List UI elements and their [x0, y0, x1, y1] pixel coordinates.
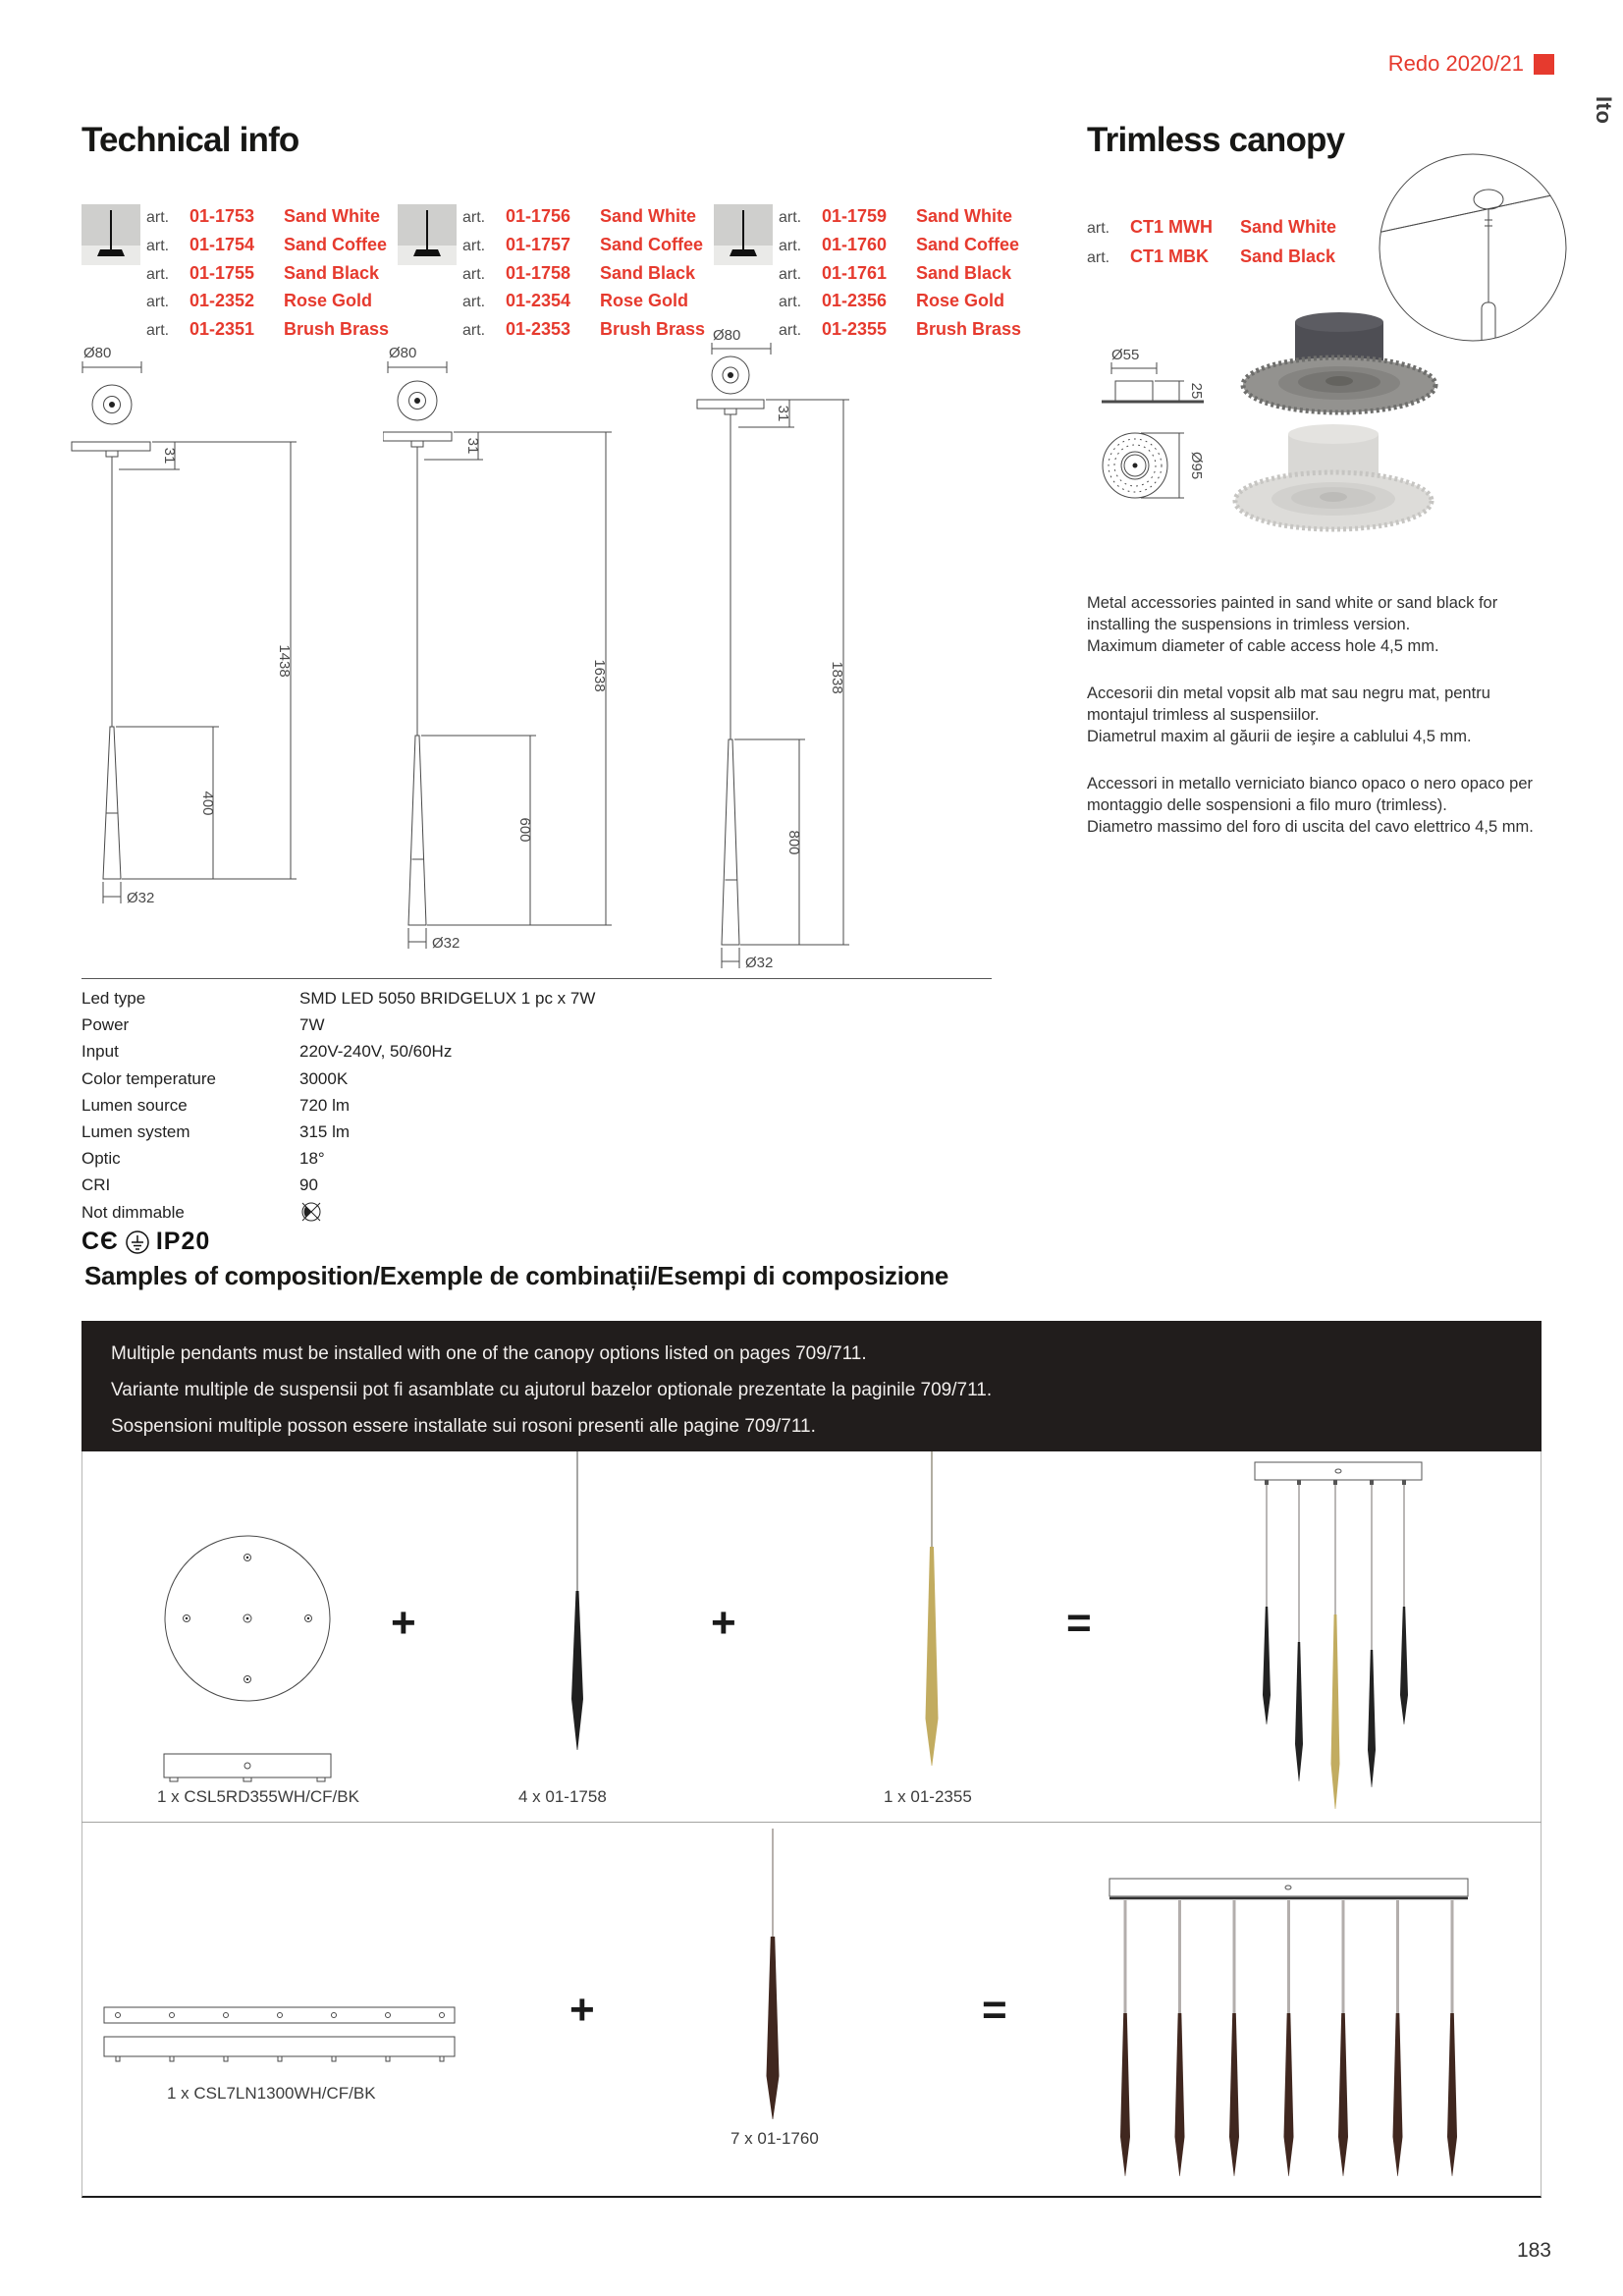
- article-prefix: art.: [146, 294, 170, 311]
- article-prefix: art.: [779, 265, 802, 283]
- article-finish: Sand Coffee: [600, 234, 704, 254]
- svg-text:1638: 1638: [591, 659, 608, 692]
- spec-row: Power 7W: [81, 1015, 325, 1035]
- plus-operator: +: [391, 1599, 416, 1647]
- cluster-result-drawing: [1245, 1457, 1436, 1819]
- article-row: [779, 287, 1021, 315]
- spec-row: Not dimmable: [81, 1199, 995, 1226]
- article-finish: Sand Black: [600, 262, 696, 283]
- svg-text:Ø55: Ø55: [1111, 347, 1140, 363]
- article-row: [146, 315, 389, 344]
- article-prefix: art.: [779, 322, 802, 340]
- article-row: [462, 287, 705, 315]
- brand-square: [1534, 54, 1554, 75]
- plus-operator: +: [569, 1986, 595, 2034]
- article-row: [146, 231, 389, 259]
- samples-title: Samples of composition/Exemple de combinații/Esempi di composizione: [84, 1261, 948, 1290]
- svg-text:25: 25: [1188, 382, 1205, 400]
- svg-text:Ø32: Ø32: [745, 955, 774, 971]
- article-prefix: art.: [146, 265, 170, 283]
- svg-text:31: 31: [775, 405, 791, 422]
- ce-mark: CЄ: [81, 1228, 119, 1255]
- spec-row: CRI 90: [81, 1175, 318, 1195]
- not-dimmable-icon: [299, 1200, 323, 1224]
- article-finish: Rose Gold: [284, 291, 373, 311]
- specs-table: [81, 985, 995, 1226]
- article-row: [462, 315, 705, 344]
- article-finish: Brush Brass: [916, 319, 1022, 340]
- pendant-drawing-400: [70, 342, 305, 916]
- article-finish: Sand White: [284, 206, 380, 226]
- svg-text:Ø32: Ø32: [127, 890, 155, 906]
- svg-text:600: 600: [516, 817, 533, 843]
- pendant-drawing-800: [687, 324, 923, 997]
- article-finish: Sand White: [600, 206, 696, 226]
- article-code: 01-2353: [506, 319, 571, 340]
- article-prefix: art.: [146, 237, 170, 254]
- note-it: Accessori in metallo verniciato bianco opaco o nero opaco per: [1087, 775, 1534, 793]
- article-finish: Rose Gold: [916, 291, 1005, 311]
- article-group-2: [398, 202, 722, 350]
- pendant-icon: [81, 204, 140, 265]
- article-finish: Sand Coffee: [284, 234, 388, 254]
- product-name-vertical: Ito: [1592, 96, 1616, 125]
- brown-pendant-drawing: [758, 1829, 787, 2129]
- article-prefix: art.: [146, 209, 170, 226]
- note-en: installing the suspensions in trimless version.: [1087, 616, 1411, 633]
- note-en: Metal accessories painted in sand white or sand black for: [1087, 594, 1498, 612]
- svg-text:1838: 1838: [829, 661, 845, 694]
- article-row: [462, 202, 705, 231]
- svg-text:Ø80: Ø80: [713, 327, 741, 344]
- article-prefix: art.: [779, 294, 802, 311]
- article-prefix: art.: [146, 322, 170, 340]
- article-finish: Sand White: [916, 206, 1012, 226]
- article-group-1: [81, 202, 406, 350]
- article-prefix: art.: [1087, 220, 1110, 237]
- article-prefix: art.: [462, 209, 486, 226]
- article-row: [146, 202, 389, 231]
- article-code: 01-2354: [506, 291, 571, 311]
- banner-line-en: Multiple pendants must be installed with one of the canopy options listed on pages 709/711.: [111, 1343, 867, 1364]
- svg-text:Ø80: Ø80: [83, 345, 112, 361]
- note-it: montaggio delle sospensioni a filo muro (trimless).: [1087, 796, 1447, 814]
- article-code: CT1 MWH: [1130, 217, 1213, 237]
- note-ro: Diametrul maxim al găurii de ieşire a cablului 4,5 mm.: [1087, 728, 1472, 745]
- svg-text:400: 400: [199, 791, 216, 816]
- spec-row: Led type SMD LED 5050 BRIDGELUX 1 pc x 7W: [81, 989, 596, 1008]
- article-row: [146, 287, 389, 315]
- samples-row-divider: [81, 1822, 1542, 1823]
- section-title-technical-info: Technical info: [81, 121, 299, 159]
- article-row: [1087, 212, 1336, 242]
- spec-row: Color temperature 3000K: [81, 1068, 349, 1088]
- svg-text:800: 800: [785, 830, 802, 855]
- sample-canopy-label: 1 x CSL7LN1300WH/CF/BK: [167, 2084, 376, 2103]
- article-row: [462, 231, 705, 259]
- pendant-icon: [398, 204, 457, 265]
- canopy-photo-white: [1227, 418, 1438, 538]
- black-pendant-drawing: [564, 1451, 593, 1772]
- svg-text:31: 31: [161, 447, 178, 465]
- article-finish: Sand Black: [916, 262, 1012, 283]
- article-finish: Sand White: [1240, 217, 1336, 237]
- article-prefix: art.: [462, 322, 486, 340]
- banner-line-ro: Variante multiple de suspensii pot fi asamblate cu ajutorul bazelor optionale prezentate la paginile 709/711.: [111, 1380, 993, 1400]
- sample-pendant-label: 4 x 01-1758: [518, 1787, 607, 1806]
- notes-block: [1087, 592, 1583, 838]
- article-row: [779, 231, 1021, 259]
- article-code: 01-1754: [189, 234, 255, 254]
- article-row: [779, 202, 1021, 231]
- article-code: 01-2356: [822, 291, 888, 311]
- spec-row: Lumen source 720 lm: [81, 1095, 351, 1115]
- banner-line-it: Sospensioni multiple posson essere installate sui rosoni presenti alle pagine 709/711.: [111, 1416, 816, 1437]
- article-code: 01-1760: [822, 234, 888, 254]
- samples-banner: [81, 1321, 1542, 1451]
- article-prefix: art.: [462, 294, 486, 311]
- article-code: 01-2351: [189, 319, 255, 340]
- article-prefix: art.: [779, 237, 802, 254]
- svg-text:31: 31: [464, 437, 481, 455]
- canopy-dimension-drawing: [1102, 346, 1249, 552]
- pendant-drawing-600: [383, 342, 619, 956]
- linear-canopy-drawing: [103, 2005, 457, 2064]
- article-row: [146, 259, 389, 288]
- article-code: CT1 MBK: [1130, 246, 1209, 266]
- article-row: [462, 259, 705, 288]
- linear-result-drawing: [1105, 1874, 1473, 2196]
- article-code: 01-2355: [822, 319, 888, 340]
- article-finish: Brush Brass: [600, 319, 706, 340]
- article-finish: Brush Brass: [284, 319, 390, 340]
- svg-text:Ø80: Ø80: [389, 345, 417, 361]
- spec-row: Input 220V-240V, 50/60Hz: [81, 1042, 453, 1062]
- certifications: [81, 1228, 210, 1256]
- pendant-thumbnail: [81, 204, 140, 265]
- article-code: 01-1758: [506, 262, 571, 283]
- svg-text:1438: 1438: [276, 644, 293, 678]
- article-prefix: art.: [1087, 249, 1110, 266]
- pendant-icon: [714, 204, 773, 265]
- svg-text:Ø32: Ø32: [432, 935, 460, 952]
- article-code: 01-1753: [189, 206, 255, 226]
- article-code: 01-1761: [822, 262, 888, 283]
- gold-pendant-drawing: [917, 1451, 948, 1776]
- article-prefix: art.: [462, 265, 486, 283]
- svg-text:Ø95: Ø95: [1188, 451, 1205, 480]
- spec-row: Lumen system 315 lm: [81, 1121, 351, 1141]
- note-ro: Accesorii din metal vopsit alb mat sau negru mat, pentru: [1087, 684, 1490, 702]
- article-code: 01-1759: [822, 206, 888, 226]
- equals-operator: =: [982, 1986, 1007, 2034]
- article-code: 01-1757: [506, 234, 571, 254]
- ip-rating: IP20: [155, 1228, 211, 1255]
- article-finish: Sand Black: [1240, 246, 1336, 266]
- brand-edition: Redo 2020/21: [1387, 51, 1524, 76]
- canopy-photo-black: [1239, 304, 1440, 420]
- article-prefix: art.: [779, 209, 802, 226]
- article-row: [779, 259, 1021, 288]
- sample-pendant-label: 1 x 01-2355: [884, 1787, 972, 1806]
- equals-operator: =: [1066, 1599, 1092, 1647]
- pendant-thumbnail: [398, 204, 457, 265]
- pendant-thumbnail: [714, 204, 773, 265]
- article-prefix: art.: [462, 237, 486, 254]
- article-finish: Rose Gold: [600, 291, 689, 311]
- article-finish: Sand Coffee: [916, 234, 1020, 254]
- article-code: 01-2352: [189, 291, 255, 311]
- note-ro: montajul trimless al suspensiilor.: [1087, 706, 1320, 724]
- article-finish: Sand Black: [284, 262, 380, 283]
- article-row: [1087, 242, 1336, 271]
- spec-row: Optic 18°: [81, 1149, 325, 1169]
- specs-divider: [81, 978, 992, 979]
- sample-pendant-label: 7 x 01-1760: [730, 2129, 819, 2148]
- section-title-trimless-canopy: Trimless canopy: [1087, 121, 1345, 159]
- note-en: Maximum diameter of cable access hole 4,5 mm.: [1087, 637, 1439, 655]
- note-it: Diametro massimo del foro di uscita del cavo elettrico 4,5 mm.: [1087, 818, 1534, 836]
- sample-canopy-label: 1 x CSL5RD355WH/CF/BK: [157, 1787, 359, 1806]
- article-code: 01-1756: [506, 206, 571, 226]
- plus-operator: +: [711, 1599, 736, 1647]
- round-canopy-drawing: [162, 1534, 333, 1785]
- article-code: 01-1755: [189, 262, 255, 283]
- protective-earth-icon: [125, 1230, 150, 1255]
- page-number: 183: [1516, 2239, 1551, 2262]
